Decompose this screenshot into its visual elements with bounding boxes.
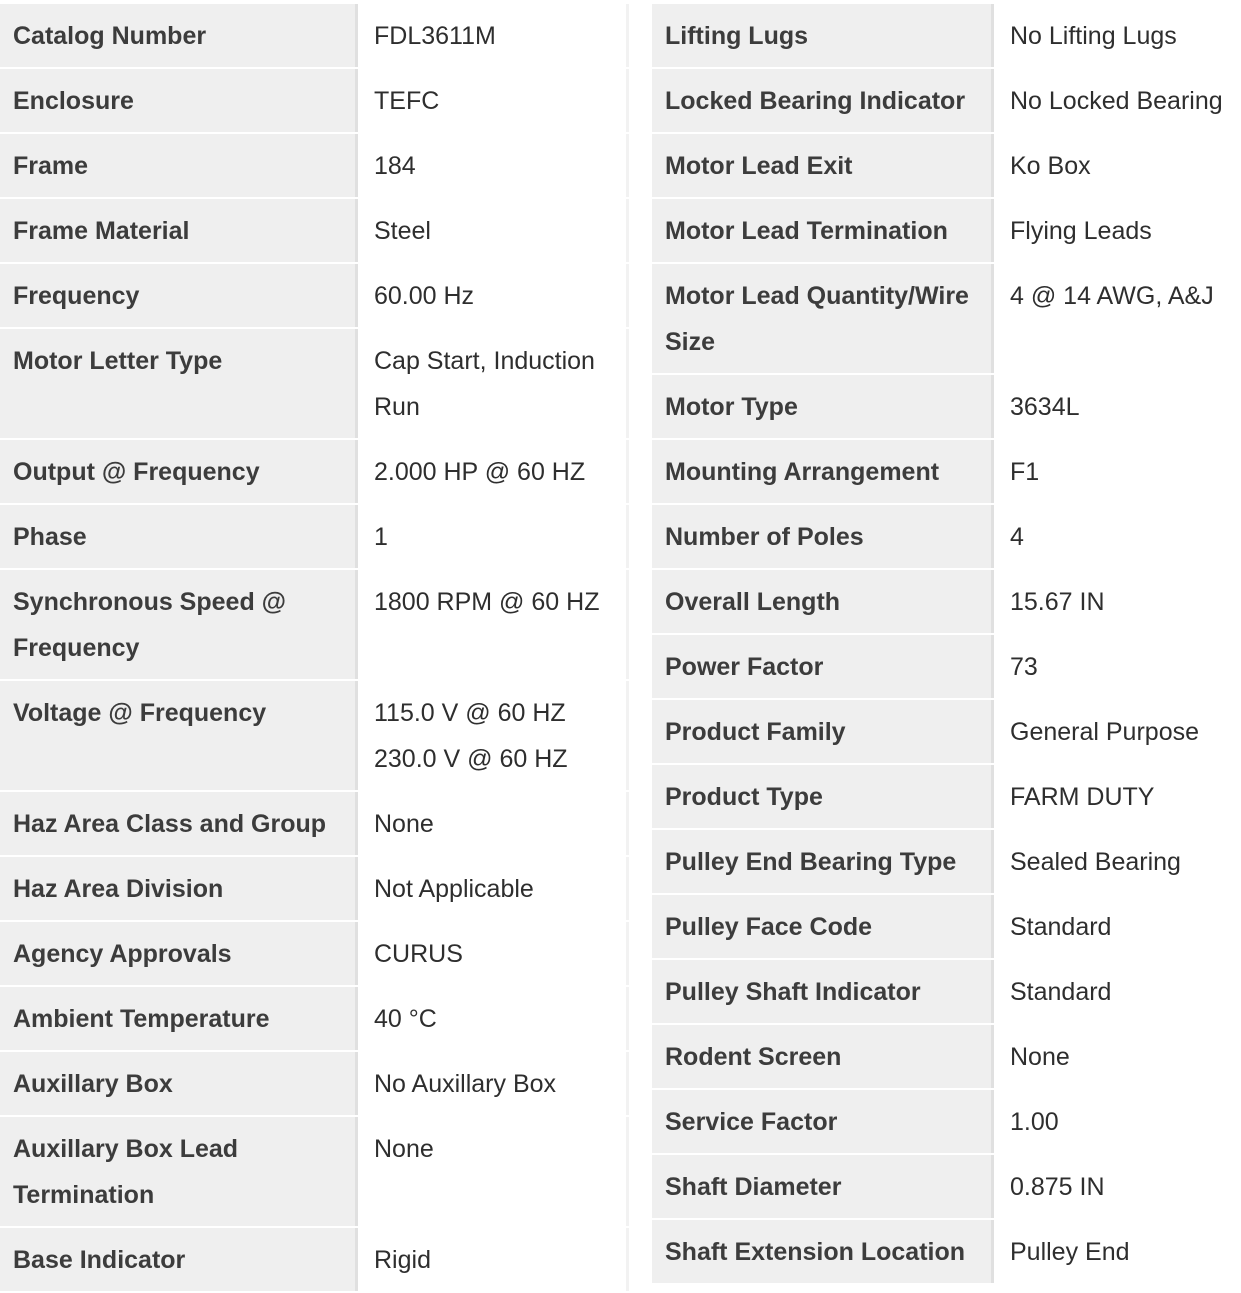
spec-value-text: 4 (1010, 523, 1024, 551)
spec-value-text: Cap Start, Induction Run (374, 347, 595, 421)
spec-value-text: 1 (374, 523, 388, 551)
spec-value (994, 1025, 1241, 1088)
spec-value (994, 635, 1241, 698)
spec-row (652, 4, 1241, 67)
spec-label: Frequency (0, 264, 358, 327)
spec-label: Auxillary Box Lead Termination (0, 1117, 358, 1226)
spec-value (994, 1155, 1241, 1218)
spec-value (358, 681, 629, 790)
spec-label: Synchronous Speed @ Frequency (0, 570, 358, 679)
specs-table-left (0, 2, 629, 1293)
spec-label: Haz Area Division (0, 857, 358, 920)
spec-value (994, 570, 1241, 633)
spec-label: Shaft Diameter (652, 1155, 994, 1218)
spec-row (652, 264, 1241, 373)
spec-label: Product Type (652, 765, 994, 828)
spec-value (994, 4, 1241, 67)
spec-label: Locked Bearing Indicator (652, 69, 994, 132)
spec-value-text: None (1010, 1043, 1070, 1071)
spec-value-text: 230.0 V @ 60 HZ (374, 745, 568, 773)
spec-row (652, 700, 1241, 763)
spec-value-text: No Auxillary Box (374, 1070, 557, 1098)
spec-row (0, 329, 629, 438)
spec-label: Motor Lead Termination (652, 199, 994, 262)
spec-value (358, 857, 629, 920)
spec-value (358, 570, 629, 679)
spec-row (0, 570, 629, 679)
spec-value-text: 4 @ 14 AWG, A&J (1010, 282, 1214, 310)
spec-value-text: Rigid (374, 1246, 431, 1274)
spec-value (994, 505, 1241, 568)
spec-value-text: General Purpose (1010, 718, 1200, 746)
spec-value (994, 895, 1241, 958)
spec-label: Frame (0, 134, 358, 197)
spec-value-text: Not Applicable (374, 875, 534, 903)
spec-value (994, 1220, 1241, 1283)
spec-row (0, 199, 629, 262)
spec-row (0, 440, 629, 503)
spec-row (652, 895, 1241, 958)
spec-value-text: No Locked Bearing (1010, 87, 1223, 115)
spec-value-text: 1.00 (1010, 1108, 1059, 1136)
spec-row (652, 69, 1241, 132)
spec-value (358, 987, 629, 1050)
spec-label: Mounting Arrangement (652, 440, 994, 503)
spec-row (652, 375, 1241, 438)
spec-value-text: TEFC (374, 87, 440, 115)
spec-label: Agency Approvals (0, 922, 358, 985)
spec-value-text: FDL3611M (374, 22, 496, 50)
spec-row (652, 765, 1241, 828)
spec-value (994, 830, 1241, 893)
spec-value-text: Pulley End (1010, 1238, 1130, 1266)
spec-value-text: Sealed Bearing (1010, 848, 1181, 876)
spec-row (652, 505, 1241, 568)
spec-value-text: FARM DUTY (1010, 783, 1155, 811)
specs-table-left-body (0, 4, 629, 1291)
spec-value-text: Standard (1010, 978, 1112, 1006)
spec-label: Base Indicator (0, 1228, 358, 1291)
spec-value-text: 115.0 V @ 60 HZ (374, 699, 566, 727)
spec-value-text: 60.00 Hz (374, 282, 475, 310)
spec-value-text: CURUS (374, 940, 463, 968)
spec-value (994, 700, 1241, 763)
spec-row (0, 987, 629, 1050)
spec-label: Output @ Frequency (0, 440, 358, 503)
spec-row (0, 4, 629, 67)
specs-table-right-body (652, 4, 1241, 1283)
spec-value (994, 440, 1241, 503)
spec-value (358, 199, 629, 262)
spec-label: Motor Lead Exit (652, 134, 994, 197)
spec-label: Motor Type (652, 375, 994, 438)
spec-row (652, 960, 1241, 1023)
spec-value (358, 1052, 629, 1115)
spec-label: Pulley Face Code (652, 895, 994, 958)
spec-value (358, 1228, 629, 1291)
spec-value (358, 792, 629, 855)
spec-value-text: 3634L (1010, 393, 1080, 421)
spec-label: Enclosure (0, 69, 358, 132)
spec-label: Power Factor (652, 635, 994, 698)
spec-label: Pulley End Bearing Type (652, 830, 994, 893)
spec-row (652, 1220, 1241, 1283)
spec-row (0, 857, 629, 920)
spec-value-text: 184 (374, 152, 416, 180)
spec-value (358, 329, 629, 438)
spec-value (994, 199, 1241, 262)
spec-row (0, 505, 629, 568)
spec-value (994, 69, 1241, 132)
spec-value-text: 0.875 IN (1010, 1173, 1105, 1201)
spec-value (358, 134, 629, 197)
spec-label: Lifting Lugs (652, 4, 994, 67)
spec-value-text: 1800 RPM @ 60 HZ (374, 588, 600, 616)
spec-value-text: 15.67 IN (1010, 588, 1105, 616)
spec-row (652, 635, 1241, 698)
spec-value-text: Steel (374, 217, 431, 245)
spec-value-text: Flying Leads (1010, 217, 1152, 245)
spec-row (652, 199, 1241, 262)
spec-label: Frame Material (0, 199, 358, 262)
spec-value-text: Ko Box (1010, 152, 1091, 180)
spec-label: Service Factor (652, 1090, 994, 1153)
spec-row (0, 1052, 629, 1115)
spec-value (358, 264, 629, 327)
spec-label: Overall Length (652, 570, 994, 633)
spec-value (994, 960, 1241, 1023)
spec-value (358, 505, 629, 568)
spec-value (994, 375, 1241, 438)
spec-row (652, 570, 1241, 633)
spec-value (358, 4, 629, 67)
spec-row (0, 1117, 629, 1226)
spec-label: Product Family (652, 700, 994, 763)
spec-value-text: None (374, 1135, 434, 1163)
spec-row (652, 134, 1241, 197)
spec-label: Motor Letter Type (0, 329, 358, 438)
spec-label: Shaft Extension Location (652, 1220, 994, 1283)
spec-value-text: None (374, 810, 434, 838)
spec-label: Phase (0, 505, 358, 568)
spec-row (0, 681, 629, 790)
spec-label: Voltage @ Frequency (0, 681, 358, 790)
spec-row (652, 830, 1241, 893)
spec-label: Motor Lead Quantity/Wire Size (652, 264, 994, 373)
spec-row (0, 792, 629, 855)
spec-value-text: No Lifting Lugs (1010, 22, 1177, 50)
spec-label: Catalog Number (0, 4, 358, 67)
spec-row (0, 134, 629, 197)
spec-value-text: 40 °C (374, 1005, 437, 1033)
spec-value-text: F1 (1010, 458, 1040, 486)
spec-row (652, 1025, 1241, 1088)
spec-label: Pulley Shaft Indicator (652, 960, 994, 1023)
spec-label: Ambient Temperature (0, 987, 358, 1050)
spec-row (652, 1155, 1241, 1218)
spec-label: Auxillary Box (0, 1052, 358, 1115)
spec-value (358, 440, 629, 503)
spec-label: Number of Poles (652, 505, 994, 568)
spec-row (0, 1228, 629, 1291)
spec-value-text: Standard (1010, 913, 1112, 941)
spec-row (652, 1090, 1241, 1153)
spec-value (358, 922, 629, 985)
spec-row (0, 264, 629, 327)
spec-label: Rodent Screen (652, 1025, 994, 1088)
spec-value (994, 765, 1241, 828)
spec-row (652, 440, 1241, 503)
spec-value (994, 134, 1241, 197)
spec-row (0, 69, 629, 132)
spec-label: Haz Area Class and Group (0, 792, 358, 855)
spec-value-text: 73 (1010, 653, 1038, 681)
spec-value-text: 2.000 HP @ 60 HZ (374, 458, 586, 486)
spec-row (0, 922, 629, 985)
spec-value (994, 1090, 1241, 1153)
spec-value (994, 264, 1241, 373)
spec-value (358, 69, 629, 132)
specs-table-right (652, 2, 1241, 1285)
spec-value (358, 1117, 629, 1226)
